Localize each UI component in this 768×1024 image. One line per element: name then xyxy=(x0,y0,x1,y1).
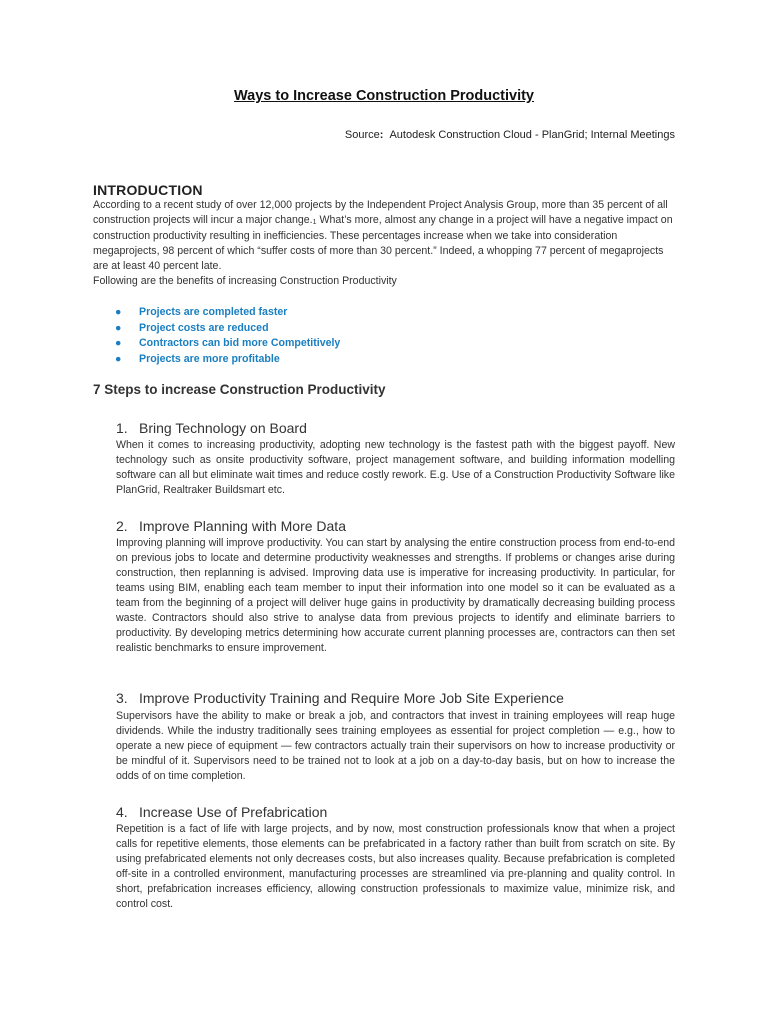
list-item: ● Projects are more profitable xyxy=(115,352,340,368)
introduction-heading: INTRODUCTION xyxy=(93,182,203,198)
steps-heading: 7 Steps to increase Construction Productivity xyxy=(93,382,386,397)
bullet-icon: ● xyxy=(115,352,122,365)
benefits-intro-line: Following are the benefits of increasing Construction Productivity xyxy=(93,275,397,287)
step-4-body: Repetition is a fact of life with large projects, and by now, most construction professionals know that when a project calls for repetitive elements, those elements can be prefabricated in a factory rather than built from scratch on site. By using prefabricated elements not only decreases costs, but also increases quality. Because prefabrication is completed off-site in a controlled environment, manufacturing processes are streamlined via pre-planning and quality control. In short, prefabrication increases efficiency, allowing construction professionals to maximize value, minimize risk, and control cost. xyxy=(116,823,675,910)
bullet-icon: ● xyxy=(115,321,122,334)
document-title: Ways to Increase Construction Productivity xyxy=(234,88,534,104)
step-3-body: Supervisors have the ability to make or break a job, and contractors that invest in training employees will reap huge dividends. While the industry traditionally sees training employees as essential for project completion — e.g., how to operate a new piece of equipment — few contractors actually train their supervisors on how to increase productivity or be mindful of it. Supervisors need to be trained not to look at a job on a day-to-day basis, but on how to increase the odds of on time completion. xyxy=(116,710,675,782)
step-4-heading: 4. Increase Use of Prefabrication xyxy=(116,804,328,820)
bullet-icon: ● xyxy=(115,306,122,318)
source-value: Autodesk Construction Cloud - PlanGrid; Internal Meetings xyxy=(389,129,675,141)
step-1-heading: 1. Bring Technology on Board xyxy=(116,420,307,436)
introduction-paragraph: According to a recent study of over 12,000 projects by the Independent Project Analysis Group, more than 35 percent of all construction projects will incur a major change.1 What’s more, almost any change in a project will have a negative impact on construction productivity resulting in inefficiencies. These percentages increase when we take into consideration megaprojects, 98 percent of which “suffer costs of more than 30 percent.” Indeed, a whopping 77 percent of megaprojects are at least 40 percent late. xyxy=(93,199,673,272)
step-1-body: When it comes to increasing productivity, adopting new technology is the fastest path with the biggest payoff. New technology such as onsite productivity software, project management software, and building information modelling software can all but eliminate wait times and reduce costly rework. E.g. Use of a Construction Productivity Software like PlanGrid, Realtraker Buildsmart etc. xyxy=(116,439,675,496)
source-label: Source: xyxy=(344,129,384,141)
footnote-marker: 1 xyxy=(312,219,317,226)
bullet-icon: ● xyxy=(115,337,122,349)
list-item: ● Contractors can bid more Competitively xyxy=(115,336,340,352)
benefits-list xyxy=(115,305,340,367)
list-item: ● Projects are completed faster xyxy=(115,305,340,321)
step-2-body: Improving planning will improve productivity. You can start by analysing the entire construction process from end-to-end on previous jobs to locate and determine productivity weaknesses and strengths. If problems or changes arise during construction, then replanning is advised. Improving data use is imperative for increasing productivity. In particular, for teams using BIM, enabling each team member to input their information into one model so it can be evaluated as a team from the beginning of a project will deliver huge gains in productivity by dramatically decreasing building process waste. Contractors should also strive to analyse data from previous projects to identify and eliminate barriers to productivity. By developing metrics determining how accurate current planning processes are, contractors can then set realistic benchmarks to ensure improvement. xyxy=(116,537,675,654)
step-3-heading: 3. Improve Productivity Training and Require More Job Site Experience xyxy=(116,690,564,706)
source-line xyxy=(345,129,675,141)
step-2-heading: 2. Improve Planning with More Data xyxy=(116,518,346,534)
list-item: ● Project costs are reduced xyxy=(115,321,340,337)
